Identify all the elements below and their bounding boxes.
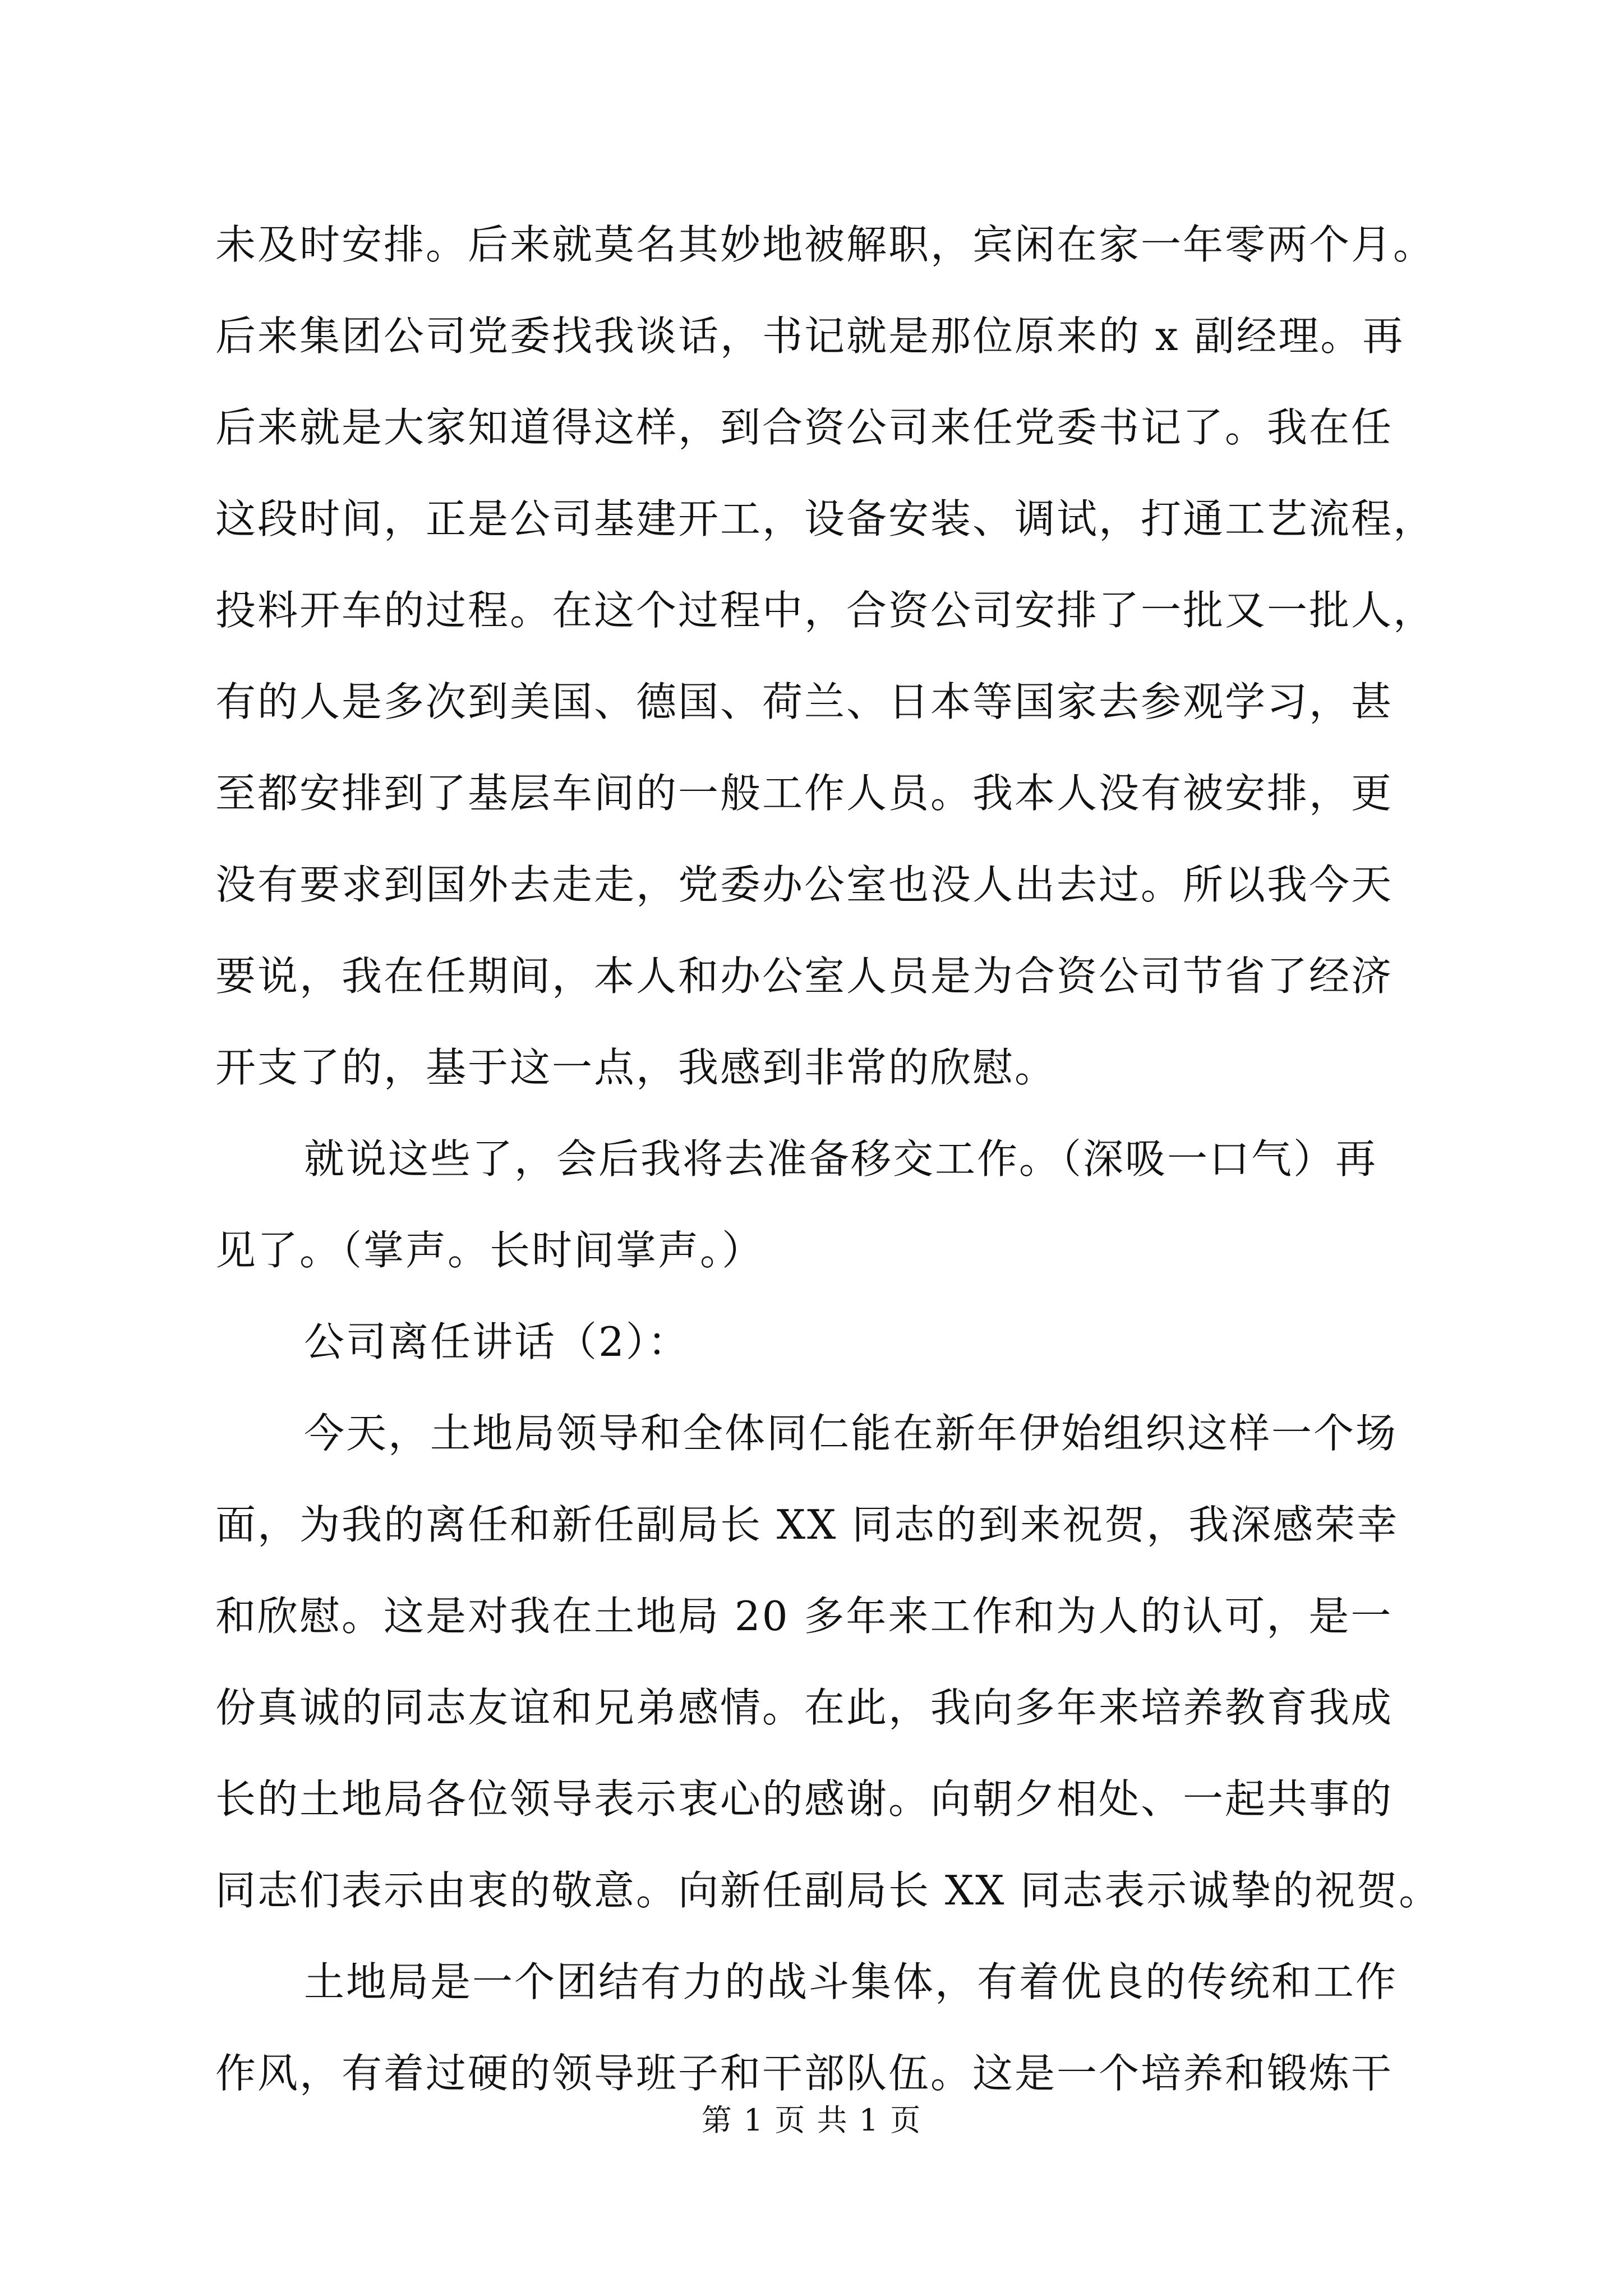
text-line: 长的土地局各位领导表示衷心的感谢。向朝夕相处、一起共事的 xyxy=(215,1775,1394,1823)
text-line: 至都安排到了基层车间的一般工作人员。我本人没有被安排，更 xyxy=(215,770,1394,817)
text-line: 后来集团公司党委找我谈话，书记就是那位原来的 x 副经理。再 xyxy=(215,312,1405,360)
page-footer: 第 1 页 共 1 页 xyxy=(701,2102,922,2138)
text-line: 见了。（掌声。长时间掌声。） xyxy=(215,1227,764,1274)
text-line: 投料开车的过程。在这个过程中，合资公司安排了一批又一批人， xyxy=(215,587,1436,634)
text-line: 未及时安排。后来就莫名其妙地被解职，宾闲在家一年零两个月。 xyxy=(215,221,1436,268)
text-line: 份真诚的同志友谊和兄弟感情。在此，我向多年来培养教育我成 xyxy=(215,1684,1394,1731)
document-body xyxy=(215,199,1441,2119)
text-line: 后来就是大家知道得这样，到合资公司来任党委书记了。我在任 xyxy=(215,404,1394,451)
text-line: 要说，我在任期间，本人和办公室人员是为合资公司节省了经济 xyxy=(215,953,1394,1000)
paragraph-start-line: 今天，土地局领导和全体同仁能在新年伊始组织这样一个场 xyxy=(304,1410,1398,1457)
paragraph-start-line: 土地局是一个团结有力的战斗集体，有着优良的传统和工作 xyxy=(304,1958,1398,2005)
paragraph-start-line: 就说这些了，会后我将去准备移交工作。（深吸一口气）再 xyxy=(304,1135,1378,1182)
text-line: 这段时间，正是公司基建开工，设备安装、调试，打通工艺流程， xyxy=(215,495,1436,542)
text-line: 有的人是多次到美国、德国、荷兰、日本等国家去参观学习，甚 xyxy=(215,678,1394,725)
section-heading: 公司离任讲话（2）： xyxy=(304,1318,690,1365)
text-line: 没有要求到国外去走走，党委办公室也没人出去过。所以我今天 xyxy=(215,861,1394,908)
text-line: 作风，有着过硬的领导班子和干部队伍。这是一个培养和锻炼干 xyxy=(215,2050,1394,2097)
text-line: 同志们表示由衷的敬意。向新任副局长 XX 同志表示诚挚的祝贺。 xyxy=(215,1867,1441,1914)
text-line: 开支了的，基于这一点，我感到非常的欣慰。 xyxy=(215,1044,1057,1091)
text-line: 和欣慰。这是对我在土地局 20 多年来工作和为人的认可，是一 xyxy=(215,1593,1393,1640)
text-line: 面，为我的离任和新任副局长 XX 同志的到来祝贺，我深感荣幸 xyxy=(215,1501,1399,1548)
